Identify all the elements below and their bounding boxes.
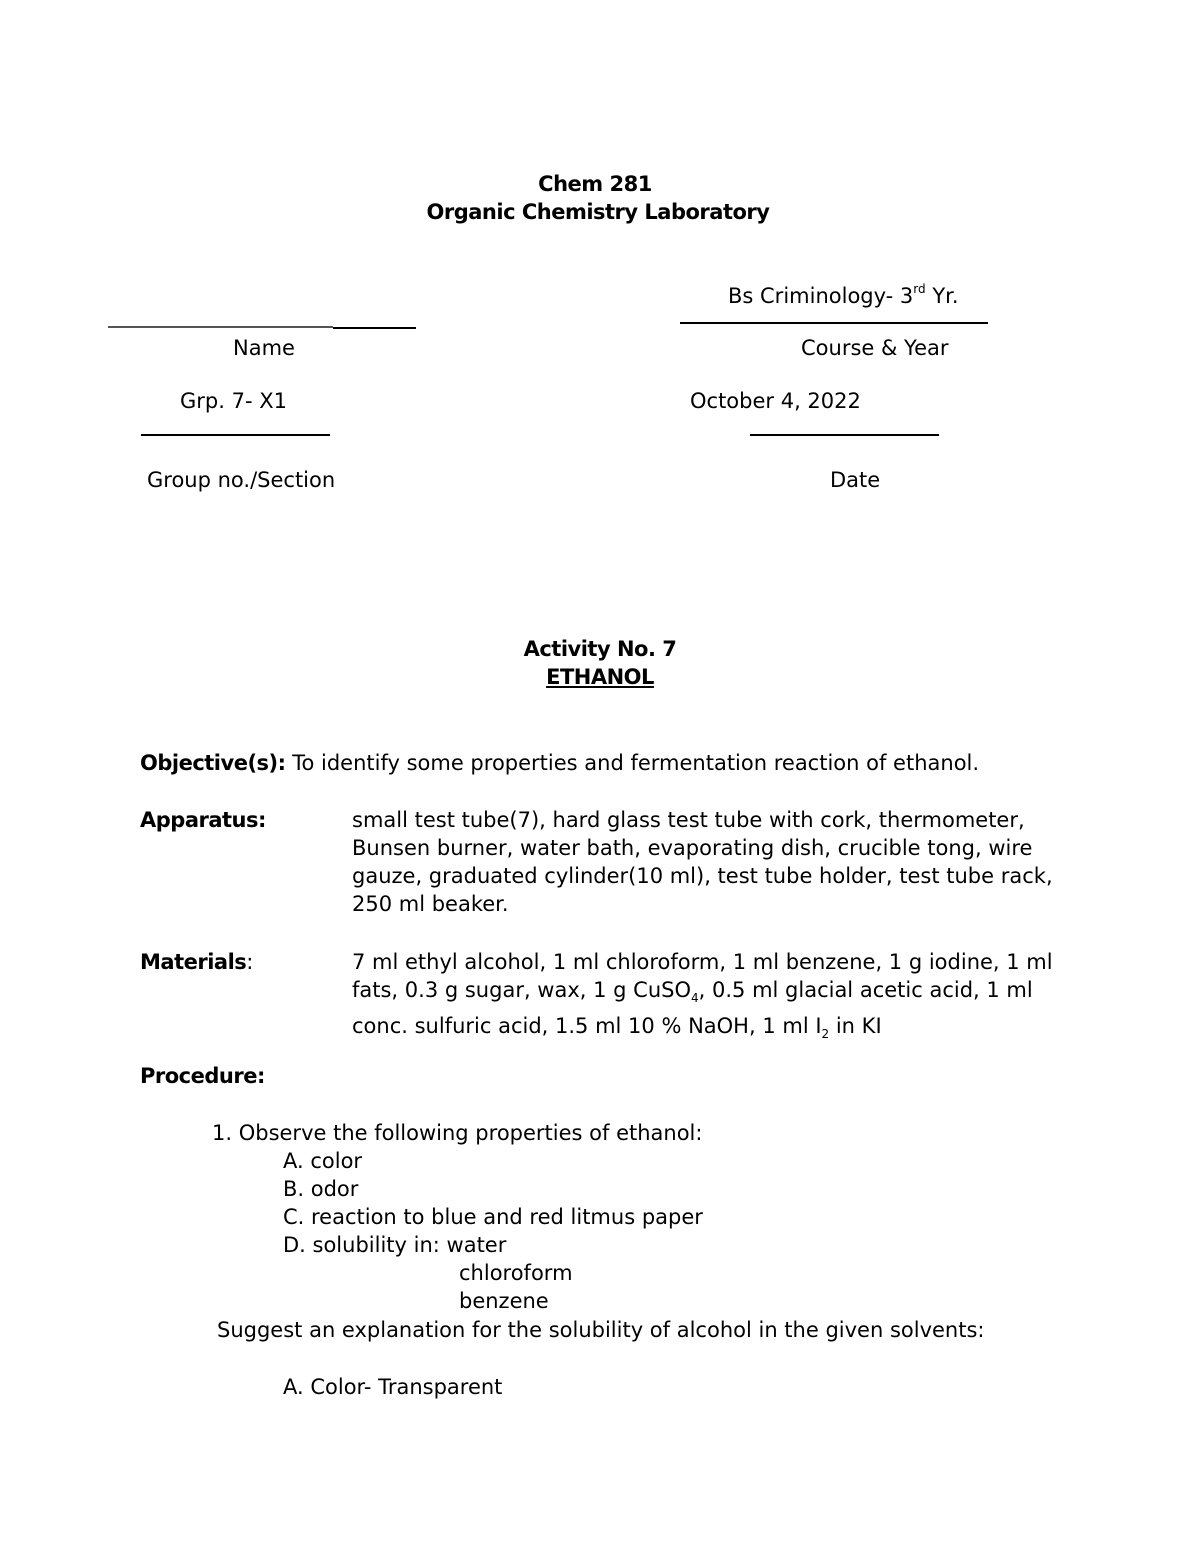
- apparatus-label: Apparatus:: [140, 808, 266, 832]
- course-code: Chem 281: [538, 172, 652, 196]
- solvent-list: [459, 1259, 573, 1315]
- list-item: A. color: [283, 1149, 363, 1173]
- name-underline: [108, 326, 333, 328]
- procedure-step-1: 1. Observe the following properties of ethanol:: [212, 1121, 703, 1145]
- course-year-value: Bs Criminology- 3rd Yr.: [728, 282, 959, 308]
- date-label: Date: [830, 468, 881, 492]
- activity-number: Activity No. 7: [523, 637, 677, 661]
- apparatus-line: 250 ml beaker.: [352, 892, 509, 916]
- list-item: D. solubility in: water: [283, 1233, 507, 1257]
- apparatus-line: Bunsen burner, water bath, evaporating dish, crucible tong, wire: [352, 836, 1033, 860]
- apparatus-list: [352, 806, 1053, 918]
- materials-list: [352, 948, 1053, 1048]
- list-item: C. reaction to blue and red litmus paper: [283, 1205, 703, 1229]
- list-item: chloroform: [459, 1261, 573, 1285]
- property-list: [283, 1147, 703, 1259]
- apparatus-line: gauze, graduated cylinder(10 ml), test tube holder, test tube rack,: [352, 864, 1053, 888]
- materials-line: 7 ml ethyl alcohol, 1 ml chloroform, 1 ml benzene, 1 g iodine, 1 ml: [352, 950, 1053, 974]
- name-underline-end: [333, 327, 416, 329]
- group-value: Grp. 7- X1: [180, 389, 287, 413]
- suggest-prompt: Suggest an explanation for the solubility of alcohol in the given solvents:: [217, 1318, 985, 1342]
- answer-color: A. Color- Transparent: [283, 1375, 503, 1399]
- course-title: Organic Chemistry Laboratory: [426, 200, 770, 224]
- course-year-underline: [680, 322, 988, 324]
- group-label: Group no./Section: [147, 468, 336, 492]
- group-underline: [141, 434, 330, 436]
- materials-label-group: Materials:: [140, 950, 254, 974]
- objective: [140, 751, 979, 775]
- objective-text: To identify some properties and fermentation reaction of ethanol.: [285, 751, 980, 775]
- date-value: October 4, 2022: [690, 389, 861, 413]
- date-underline: [750, 434, 939, 436]
- activity-title: ETHANOL: [546, 665, 654, 689]
- apparatus-line: small test tube(7), hard glass test tube with cork, thermometer,: [352, 808, 1025, 832]
- materials-label: Materials: [140, 950, 247, 974]
- procedure-label: Procedure:: [140, 1064, 265, 1088]
- materials-line: fats, 0.3 g sugar, wax, 1 g CuSO$_4$, 0.5 ml glacial acetic acid, 1 ml: [352, 978, 1033, 1006]
- materials-line: conc. sulfuric acid, 1.5 ml 10 % NaOH, 1 ml $I_2$ in KI: [352, 1014, 882, 1042]
- list-item: B. odor: [283, 1177, 359, 1201]
- list-item: benzene: [459, 1289, 549, 1313]
- objective-label: Objective(s):: [140, 751, 286, 775]
- course-year-label: Course & Year: [801, 336, 949, 360]
- name-label: Name: [233, 336, 295, 360]
